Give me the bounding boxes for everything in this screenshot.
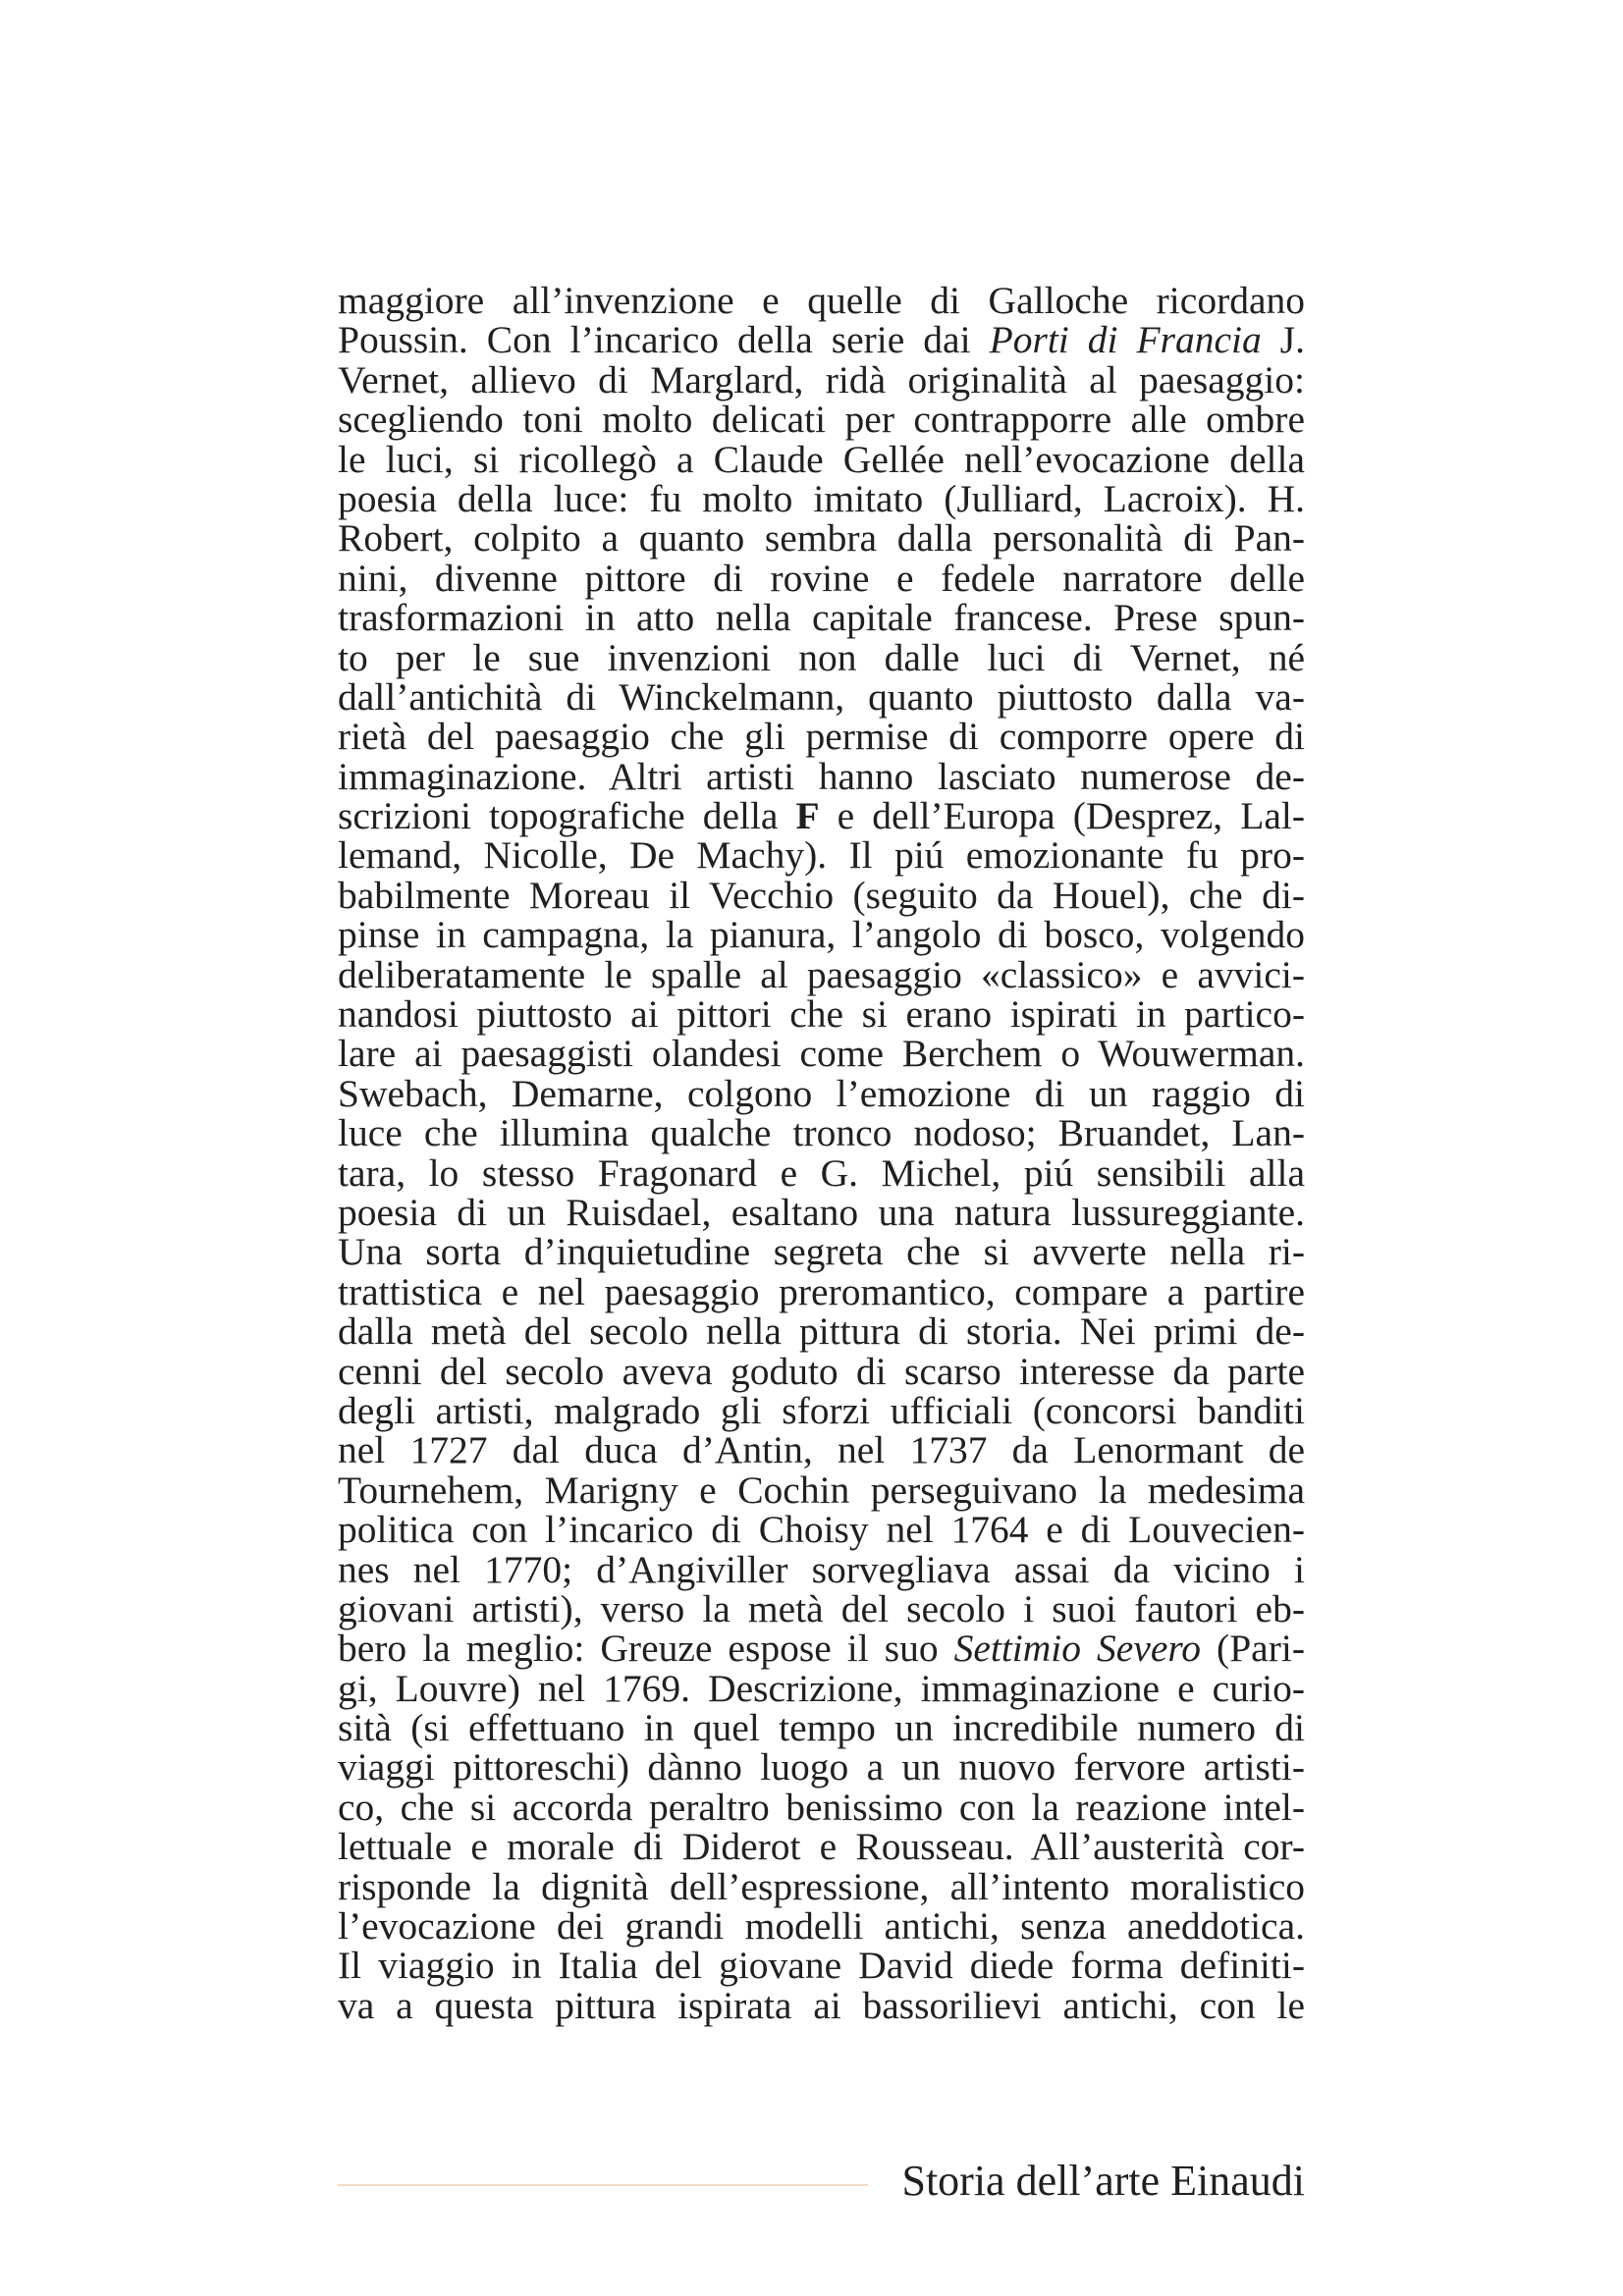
text-line: nini, divenne pittore di rovine e fedele narratore delle: [338, 556, 1305, 600]
text-line: poesia della luce: fu molto imitato (Julliard, Lacroix). H.: [338, 476, 1305, 520]
text-line: degli artisti, malgrado gli sforzi ufficiali (concorsi banditi: [338, 1388, 1305, 1432]
footer-rule: [338, 2184, 868, 2186]
text-line: scegliendo toni molto delicati per contrapporre alle ombre: [338, 398, 1305, 442]
text-line: politica con l’incarico di Choisy nel 1764 e di Louvecien-: [338, 1508, 1305, 1552]
text-line: sità (si effettuano in quel tempo un incredibile numero di: [338, 1706, 1305, 1750]
text-line: viaggi pittoreschi) dànno luogo a un nuovo fervore artisti-: [338, 1745, 1305, 1789]
text-line: gi, Louvre) nel 1769. Descrizione, immaginazione e curio-: [338, 1666, 1305, 1710]
footer-title: Storia dell’arte Einaudi: [901, 2157, 1305, 2205]
text-line: risponde la dignità dell’espressione, all’intento moralistico: [338, 1864, 1305, 1908]
text-line: Tournehem, Marigny e Cochin perseguivano la medesima: [338, 1468, 1305, 1512]
text-line: Una sorta d’inquietudine segreta che si avverte nella ri-: [338, 1230, 1305, 1274]
text-line: le luci, si ricollegò a Claude Gellée nell’evocazione della: [338, 437, 1305, 481]
text-line: trasformazioni in atto nella capitale francese. Prese spun-: [338, 596, 1305, 640]
text-line: nel 1727 dal duca d’Antin, nel 1737 da Lenormant de: [338, 1428, 1305, 1472]
text-line: lare ai paesaggisti olandesi come Berchem o Wouwerman.: [338, 1032, 1305, 1076]
text-line: dall’antichità di Winckelmann, quanto piuttosto dalla va-: [338, 674, 1305, 719]
text-line: va a questa pittura ispirata ai bassorilievi antichi, con le: [338, 1983, 1305, 2027]
text-line: cenni del secolo aveva goduto di scarso interesse da parte: [338, 1349, 1305, 1393]
text-line: co, che si accorda peraltro benissimo con la reazione intel-: [338, 1785, 1305, 1829]
text-line: to per le sue invenzioni non dalle luci di Vernet, né: [338, 635, 1305, 679]
text-line: giovani artisti), verso la metà del secolo i suoi fautori eb-: [338, 1586, 1305, 1630]
text-line: scrizioni topografiche della F e dell’Europa (Desprez, Lal-: [338, 794, 1305, 838]
text-line: tara, lo stesso Fragonard e G. Michel, piú sensibili alla: [338, 1150, 1305, 1195]
text-line: babilmente Moreau il Vecchio (seguito da Houel), che di-: [338, 873, 1305, 917]
text-line: poesia di un Ruisdael, esaltano una natura lussureggiante.: [338, 1190, 1305, 1234]
text-line: trattistica e nel paesaggio preromantico, compare a partire: [338, 1269, 1305, 1313]
text-line: nandosi piuttosto ai pittori che si erano ispirati in partico-: [338, 992, 1305, 1037]
text-line: lettuale e morale di Diderot e Rousseau. All’austerità cor-: [338, 1825, 1305, 1869]
text-line: l’evocazione dei grandi modelli antichi, senza aneddotica.: [338, 1904, 1305, 1949]
text-line: bero la meglio: Greuze espose il suo Settimio Severo (Pari-: [338, 1627, 1305, 1671]
text-line: Il viaggio in Italia del giovane David diede forma definiti-: [338, 1944, 1305, 1988]
text-line: rietà del paesaggio che gli permise di comporre opere di: [338, 715, 1305, 759]
text-line: lemand, Nicolle, De Machy). Il piú emozionante fu pro-: [338, 833, 1305, 878]
text-line: dalla metà del secolo nella pittura di storia. Nei primi de-: [338, 1309, 1305, 1354]
text-line: deliberatamente le spalle al paesaggio «classico» e avvici-: [338, 952, 1305, 996]
text-line: immaginazione. Altri artisti hanno lasciato numerose de-: [338, 754, 1305, 798]
text-line: Swebach, Demarne, colgono l’emozione di un raggio di: [338, 1071, 1305, 1115]
text-line: Vernet, allievo di Marglard, ridà originalità al paesaggio:: [338, 357, 1305, 401]
text-line: nes nel 1770; d’Angiviller sorvegliava assai da vicino i: [338, 1547, 1305, 1591]
text-line: Robert, colpito a quanto sembra dalla personalità di Pan-: [338, 516, 1305, 561]
text-line: Poussin. Con l’incarico della serie dai Porti di Francia J.: [338, 318, 1305, 362]
text-line: pinse in campagna, la pianura, l’angolo di bosco, volgendo: [338, 913, 1305, 957]
text-line: maggiore all’invenzione e quelle di Galloche ricordano: [338, 279, 1305, 322]
text-line: luce che illumina qualche tronco nodoso; Bruandet, Lan-: [338, 1111, 1305, 1155]
body-text: [338, 281, 1305, 2025]
